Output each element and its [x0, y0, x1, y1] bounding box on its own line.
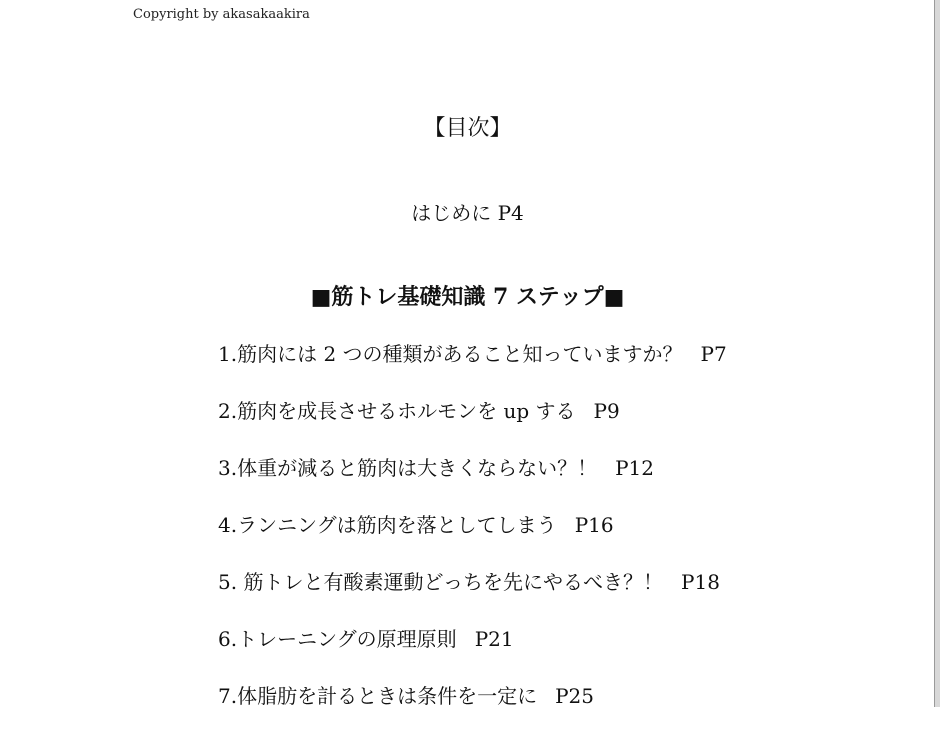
toc-item-label: 7.体脂肪を計るときは条件を一定に: [218, 684, 538, 708]
page-edge-scrollbar[interactable]: [934, 0, 940, 707]
toc-item-page: P25: [555, 684, 594, 708]
toc-item-4: [218, 509, 727, 566]
toc-item-7: [218, 680, 727, 737]
toc-item-page: P16: [574, 513, 614, 537]
toc-item-page: P7: [700, 342, 727, 366]
toc-item-label: 2.筋肉を成長させるホルモンを up する: [218, 399, 576, 423]
copyright-notice: Copyright by akasakaakira: [133, 7, 310, 22]
toc-item-label: 5. 筋トレと有酸素運動どっちを先にやるべき？！: [218, 570, 664, 594]
toc-item-label: 1.筋肉には 2 つの種類があること知っていますか？: [218, 342, 683, 366]
toc-list: [218, 338, 727, 737]
toc-item-2: [218, 395, 727, 452]
toc-item-1: [218, 338, 727, 395]
toc-item-label: 3.体重が減ると筋肉は大きくならない？！: [218, 456, 598, 480]
toc-intro-entry: はじめに P4: [411, 201, 524, 225]
toc-item-page: P21: [474, 627, 514, 651]
toc-item-3: [218, 452, 727, 509]
toc-item-label: 6.トレーニングの原理原則: [218, 627, 457, 651]
toc-item-label: 4.ランニングは筋肉を落としてしまう: [218, 513, 557, 537]
toc-item-page: P12: [615, 456, 654, 480]
section-heading: ■筋トレ基礎知識 7 ステップ■: [310, 284, 625, 310]
toc-item-page: P18: [681, 570, 720, 594]
toc-item-5: [218, 566, 727, 623]
toc-item-6: [218, 623, 727, 680]
toc-title: 【目次】: [423, 116, 512, 141]
toc-item-page: P9: [593, 399, 620, 423]
